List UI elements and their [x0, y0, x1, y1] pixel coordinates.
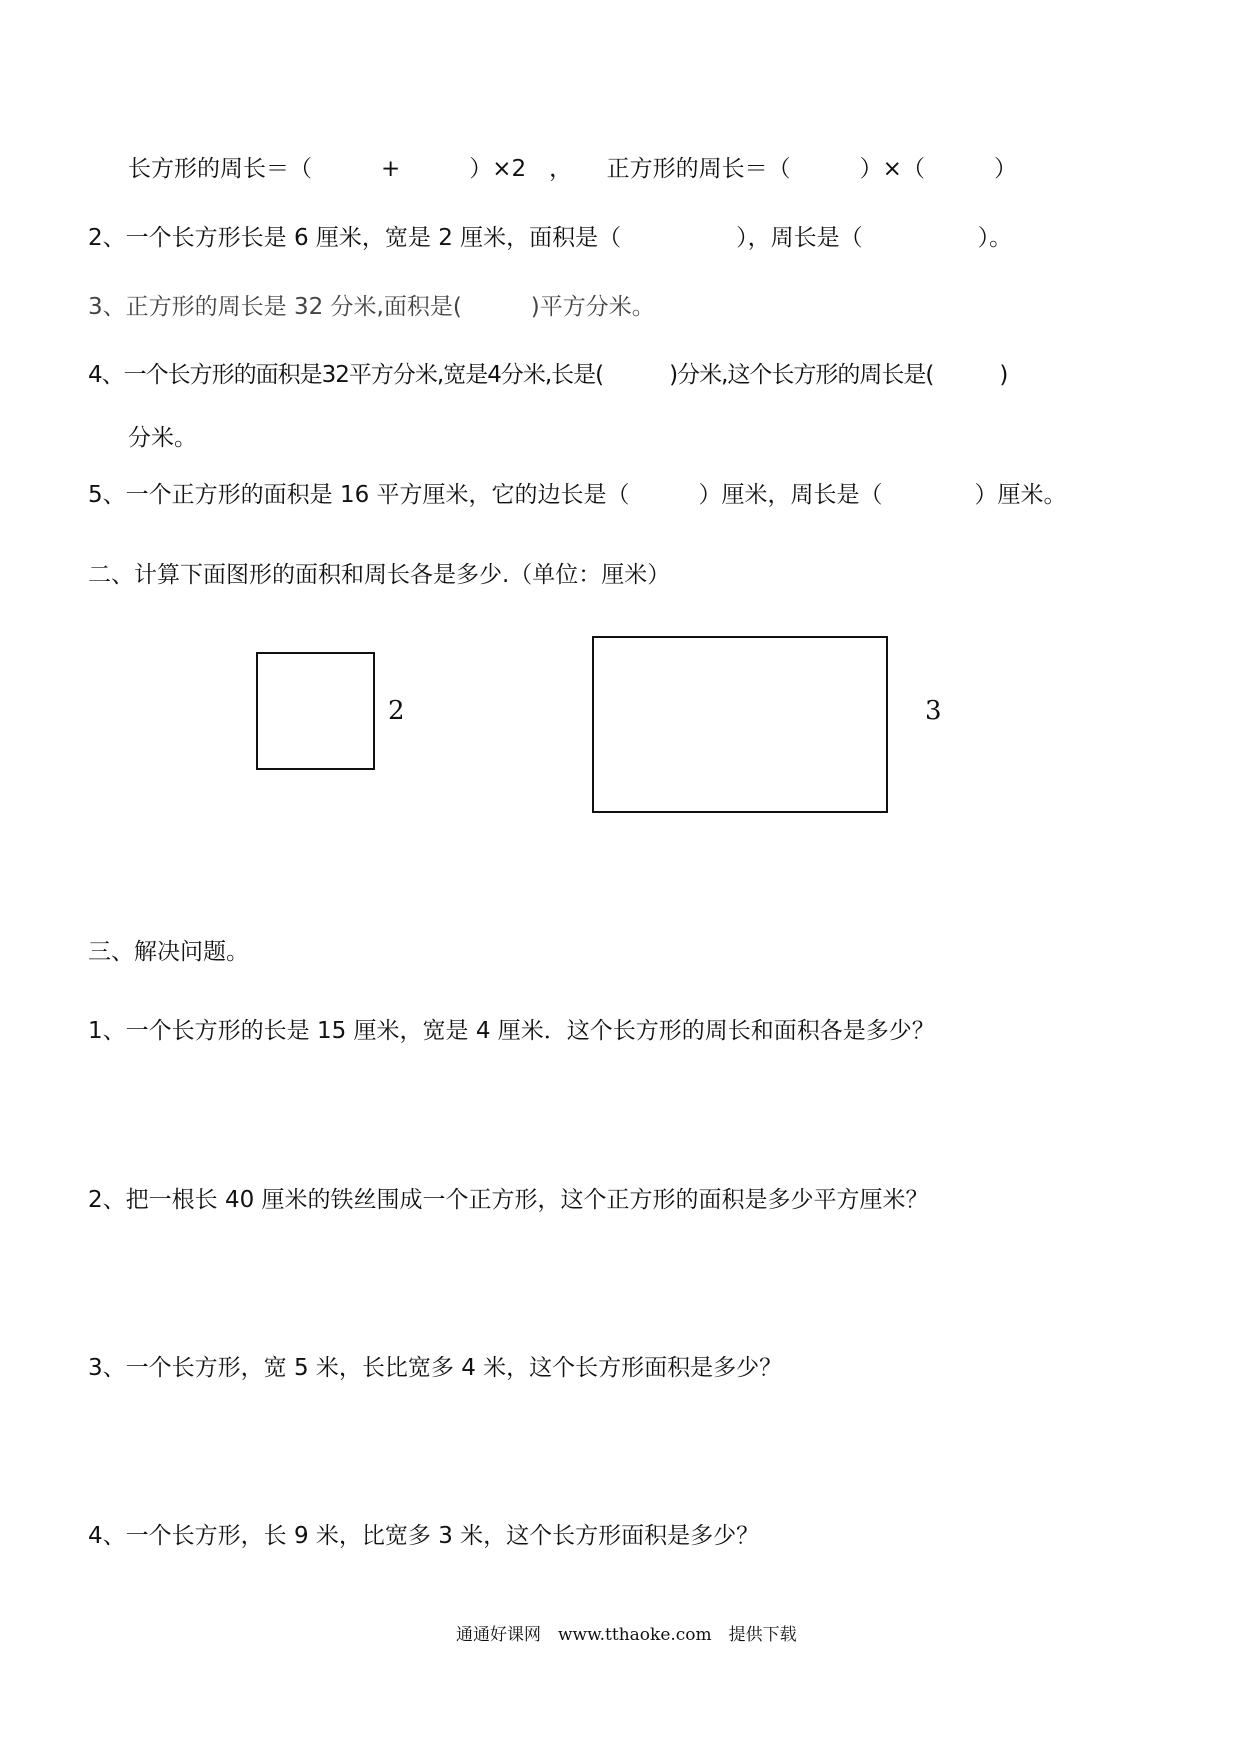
- problem-3: 3、一个长方形，宽 5 米，长比宽多 4 米，这个长方形面积是多少？: [88, 1355, 783, 1381]
- rectangle-figure: [592, 636, 888, 813]
- square-side-label: 2: [388, 696, 405, 726]
- fill-question-3: 3、正方形的周长是 32 分米,面积是( )平方分米。: [88, 294, 655, 320]
- fill-question-5: 5、一个正方形的面积是 16 平方厘米，它的边长是（ ）厘米，周长是（ ）厘米。: [88, 482, 1067, 508]
- fill-question-4-line2: 分米。: [128, 425, 197, 451]
- problem-4: 4、一个长方形，长 9 米，比宽多 3 米，这个长方形面积是多少？: [88, 1523, 760, 1549]
- problem-2: 2、把一根长 40 厘米的铁丝围成一个正方形，这个正方形的面积是多少平方厘米？: [88, 1187, 929, 1213]
- perimeter-formula-line: 长方形的周长＝（ + ）×2 ， 正方形的周长＝（ ）×（ ）: [128, 156, 1017, 182]
- section-3-heading: 三、解决问题。: [88, 939, 249, 965]
- fill-question-4-line1: 4、一个长方形的面积是32平方分米,宽是4分米,长是( )分米,这个长方形的周长是( ): [88, 362, 1008, 388]
- problem-1: 1、一个长方形的长是 15 厘米，宽是 4 厘米．这个长方形的周长和面积各是多少？: [88, 1018, 935, 1044]
- square-figure: [256, 652, 375, 770]
- section-2-heading: 二、计算下面图形的面积和周长各是多少.（单位：厘米）: [88, 562, 671, 588]
- rectangle-side-label: 3: [925, 696, 942, 726]
- fill-question-2: 2、一个长方形长是 6 厘米，宽是 2 厘米，面积是（ ），周长是（ ）。: [88, 225, 1013, 251]
- footer-credit: 通通好课网 www.tthaoke.com 提供下载: [456, 1625, 797, 1645]
